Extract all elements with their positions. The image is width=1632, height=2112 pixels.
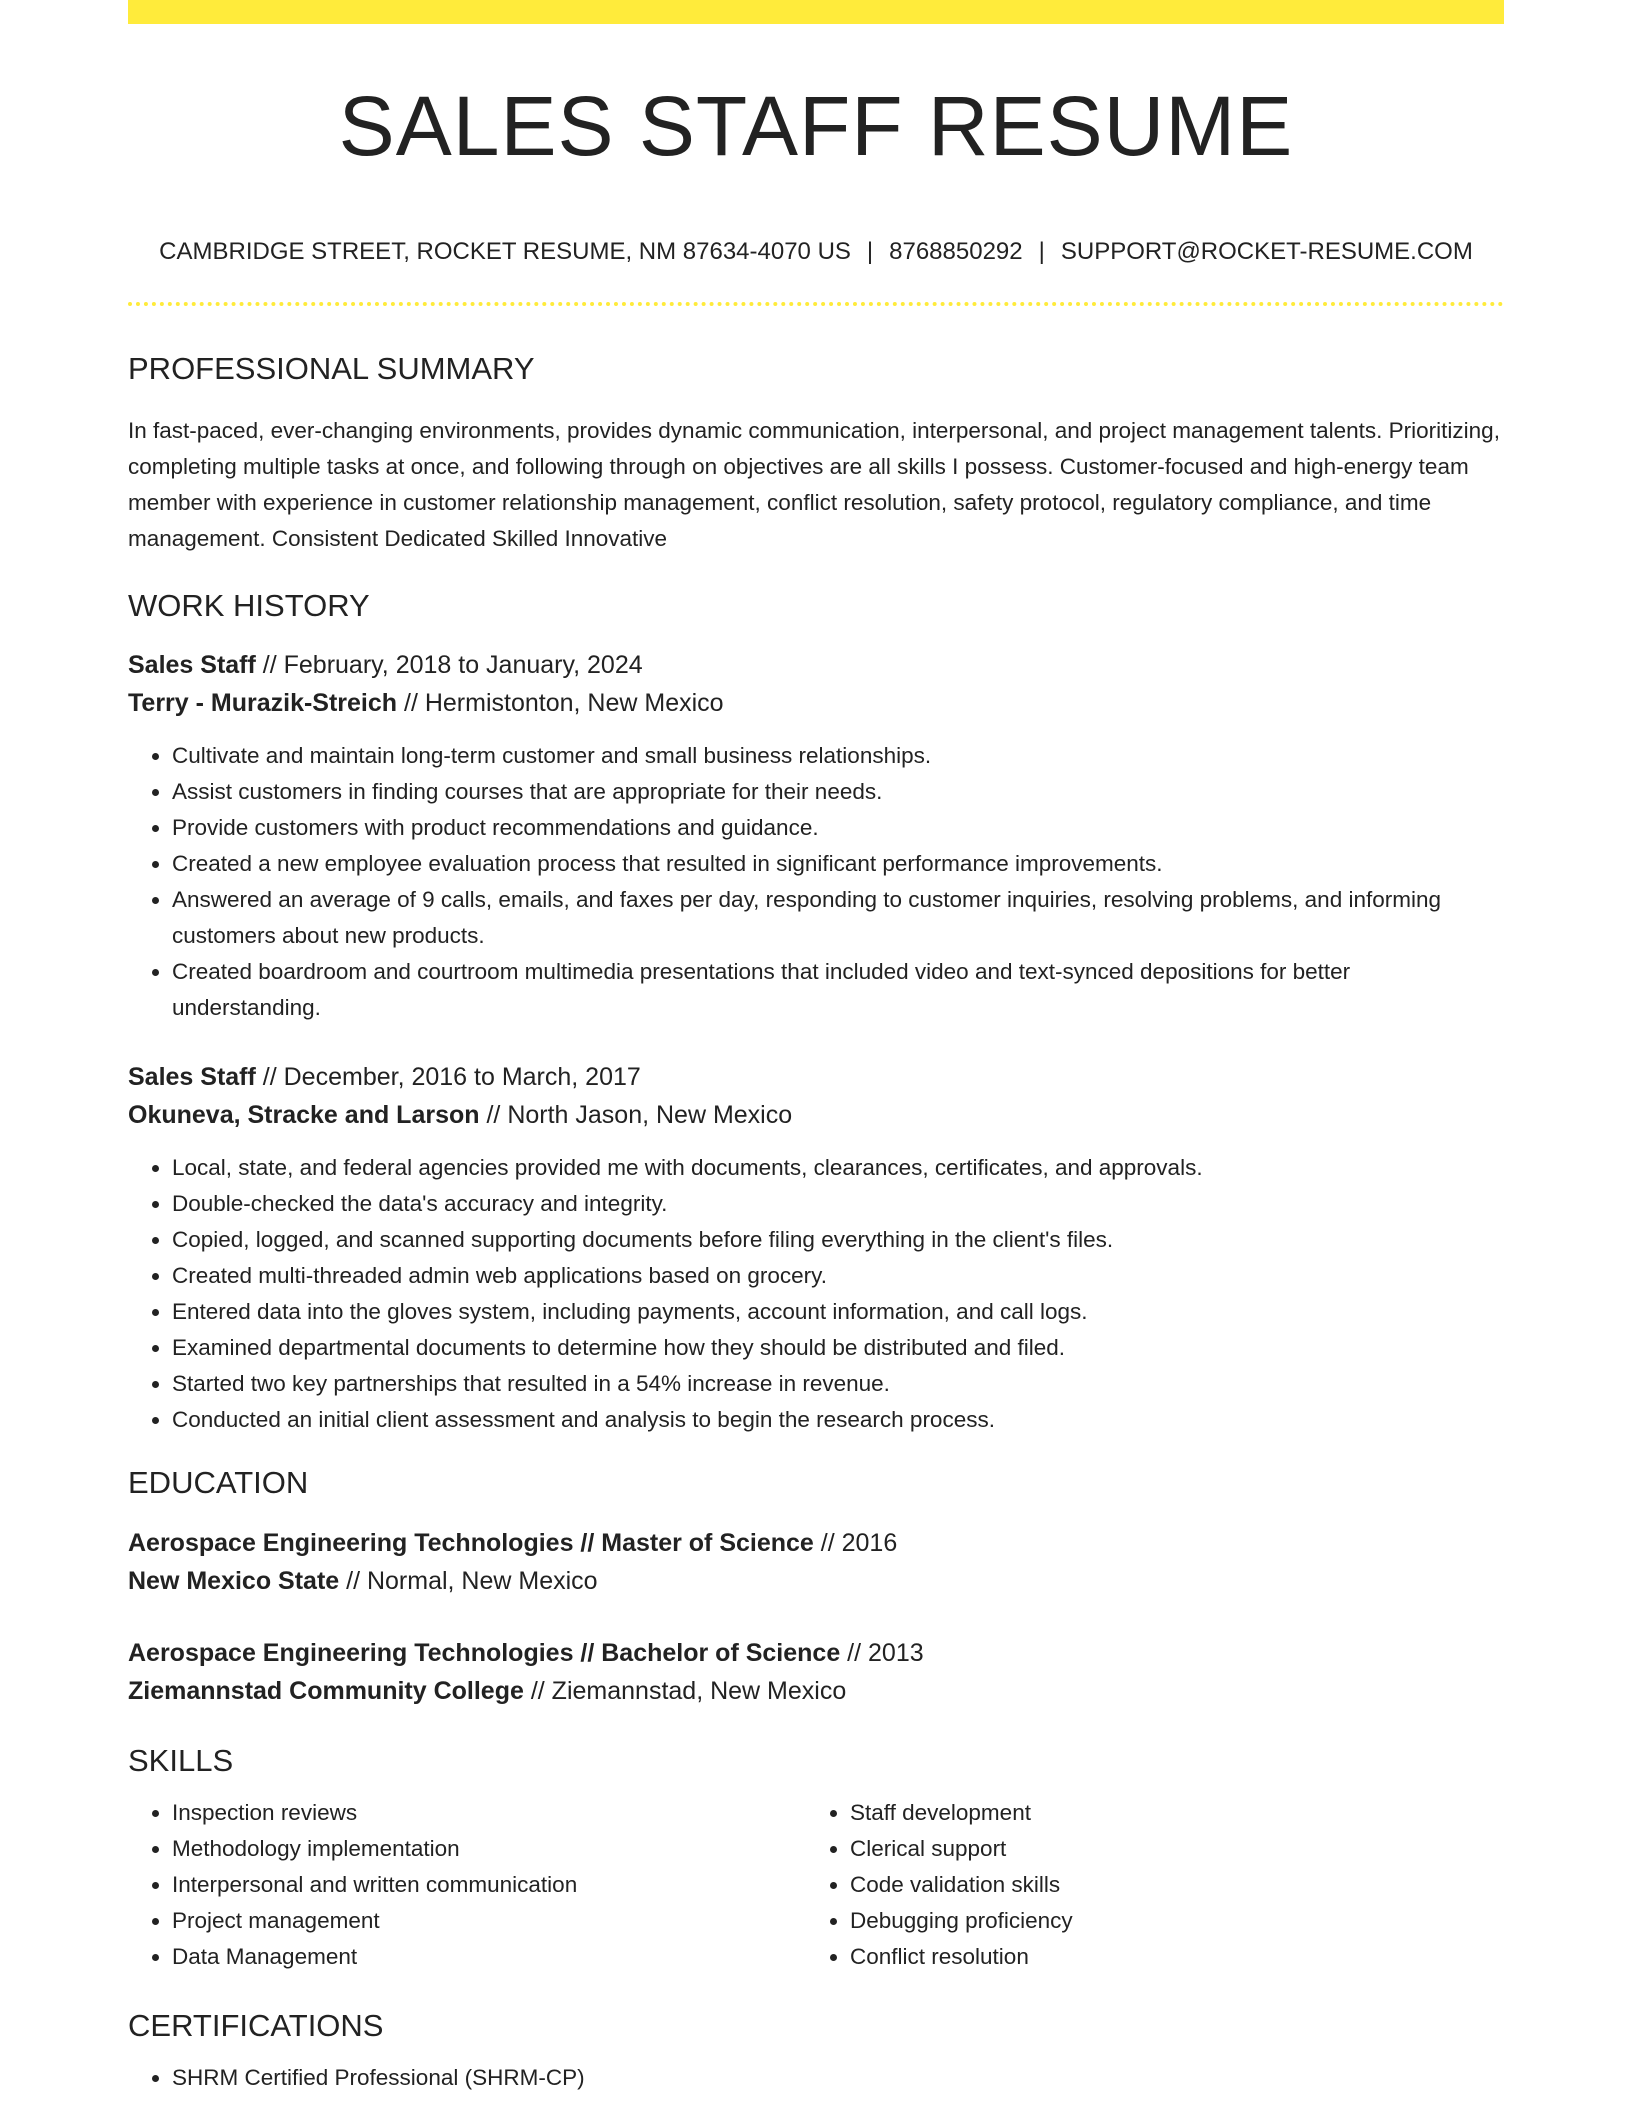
list-item: • Debugging proficiency — [850, 1903, 1484, 1939]
list-item: • Staff development — [850, 1795, 1484, 1831]
list-item: • Interpersonal and written communication — [172, 1867, 806, 1903]
job-title-line — [128, 1058, 1504, 1096]
job-location: // Hermistonton, New Mexico — [397, 689, 724, 718]
job-title: Sales Staff — [128, 1063, 256, 1092]
job-entry — [128, 646, 1504, 1026]
school: New Mexico State — [128, 1566, 340, 1595]
school-line — [128, 1672, 1504, 1710]
skills-list — [128, 1795, 806, 1975]
skills-grid — [128, 1795, 1504, 1975]
list-item: • Examined departmental documents to determine how they should be distributed and filed. — [172, 1330, 1504, 1366]
job-bullets — [128, 738, 1504, 1026]
certifications-heading: CERTIFICATIONS — [128, 2007, 384, 2043]
job-company: Terry - Murazik-Streich — [128, 689, 398, 718]
skills-heading: SKILLS — [128, 1742, 234, 1778]
job-company: Okuneva, Stracke and Larson — [128, 1101, 480, 1130]
job-company-line — [128, 684, 1504, 722]
work-history-heading: WORK HISTORY — [128, 588, 370, 624]
list-item: • Answered an average of 9 calls, emails, and faxes per day, responding to customer inquiries, resolving problems, and informing customers about new products. — [172, 882, 1504, 954]
degree-year: // 2016 — [813, 1528, 898, 1557]
degree: Aerospace Engineering Technologies // Master of Science — [128, 1528, 814, 1557]
list-item: • Double-checked the data's accuracy and integrity. — [172, 1186, 1504, 1222]
resume-title: SALES STAFF RESUME — [338, 79, 1294, 173]
job-title-line — [128, 646, 1504, 684]
list-item: • Inspection reviews — [172, 1795, 806, 1831]
job-entry — [128, 1058, 1504, 1438]
list-item: • Conducted an initial client assessment and analysis to begin the research process. — [172, 1402, 1504, 1438]
education-entry — [128, 1634, 1504, 1710]
summary-heading: PROFESSIONAL SUMMARY — [128, 351, 535, 386]
school-location: // Ziemannstad, New Mexico — [523, 1676, 847, 1705]
job-title: Sales Staff — [128, 651, 256, 680]
list-item: • Started two key partnerships that resulted in a 54% increase in revenue. — [172, 1366, 1504, 1402]
contact-separator: | — [1038, 238, 1045, 265]
list-item: • Created a new employee evaluation process that resulted in significant performance improvements. — [172, 846, 1504, 882]
job-location: // North Jason, New Mexico — [479, 1101, 793, 1130]
job-dates: // February, 2018 to January, 2024 — [255, 651, 643, 680]
list-item: • Cultivate and maintain long-term customer and small business relationships. — [172, 738, 1504, 774]
list-item: • Copied, logged, and scanned supporting documents before filing everything in the client's files. — [172, 1222, 1504, 1258]
list-item: • Clerical support — [850, 1831, 1484, 1867]
degree-line — [128, 1634, 1504, 1672]
degree: Aerospace Engineering Technologies // Bachelor of Science — [128, 1638, 841, 1667]
skills-column-right — [806, 1795, 1484, 1975]
phone-text: 8768850292 — [889, 238, 1023, 265]
list-item: • Entered data into the gloves system, including payments, account information, and call logs. — [172, 1294, 1504, 1330]
skills-column-left — [128, 1795, 806, 1975]
job-bullets — [128, 1150, 1504, 1438]
list-item: • Conflict resolution — [850, 1939, 1484, 1975]
list-item: • SHRM Certified Professional (SHRM-CP) — [172, 2060, 1504, 2096]
job-company-line — [128, 1096, 1504, 1134]
education-heading: EDUCATION — [128, 1465, 309, 1501]
degree-line — [128, 1524, 1504, 1562]
accent-bar — [128, 0, 1504, 24]
list-item: • Data Management — [172, 1939, 806, 1975]
certifications-list — [128, 2060, 1504, 2096]
school-location: // Normal, New Mexico — [339, 1566, 598, 1595]
contact-separator: | — [866, 238, 874, 265]
skills-list — [806, 1795, 1484, 1975]
list-item: • Methodology implementation — [172, 1831, 806, 1867]
list-item: • Provide customers with product recommendations and guidance. — [172, 810, 1504, 846]
education-entry — [128, 1524, 1504, 1600]
school-line — [128, 1562, 1504, 1600]
list-item: • Created boardroom and courtroom multimedia presentations that included video and text-synced depositions for better understanding. — [172, 954, 1504, 1026]
list-item: • Created multi-threaded admin web applications based on grocery. — [172, 1258, 1504, 1294]
contact-line — [128, 238, 1504, 266]
degree-year: // 2013 — [840, 1638, 924, 1667]
dotted-divider — [128, 302, 1504, 306]
address-text: CAMBRIDGE STREET, ROCKET RESUME, NM 87634-4070 US — [159, 238, 851, 265]
email-link[interactable]: SUPPORT@ROCKET-RESUME.COM — [1060, 238, 1473, 265]
school: Ziemannstad Community College — [128, 1676, 524, 1705]
summary-text: In fast-paced, ever-changing environments, provides dynamic communication, interpersonal, and project management talents. Prioritizing, completing multiple tasks at once, and following through on objectives are all skills I possess. Customer-focused and high-energy team member with experience in customer relationship management, conflict resolution, safety protocol, regulatory compliance, and time management. Consistent Dedicated Skilled Innovative — [128, 418, 1500, 552]
list-item: • Code validation skills — [850, 1867, 1484, 1903]
list-item: • Project management — [172, 1903, 806, 1939]
resume-page — [128, 0, 1504, 2096]
list-item: • Local, state, and federal agencies provided me with documents, clearances, certificates, and approvals. — [172, 1150, 1504, 1186]
job-dates: // December, 2016 to March, 2017 — [255, 1063, 641, 1092]
list-item: • Assist customers in finding courses that are appropriate for their needs. — [172, 774, 1504, 810]
